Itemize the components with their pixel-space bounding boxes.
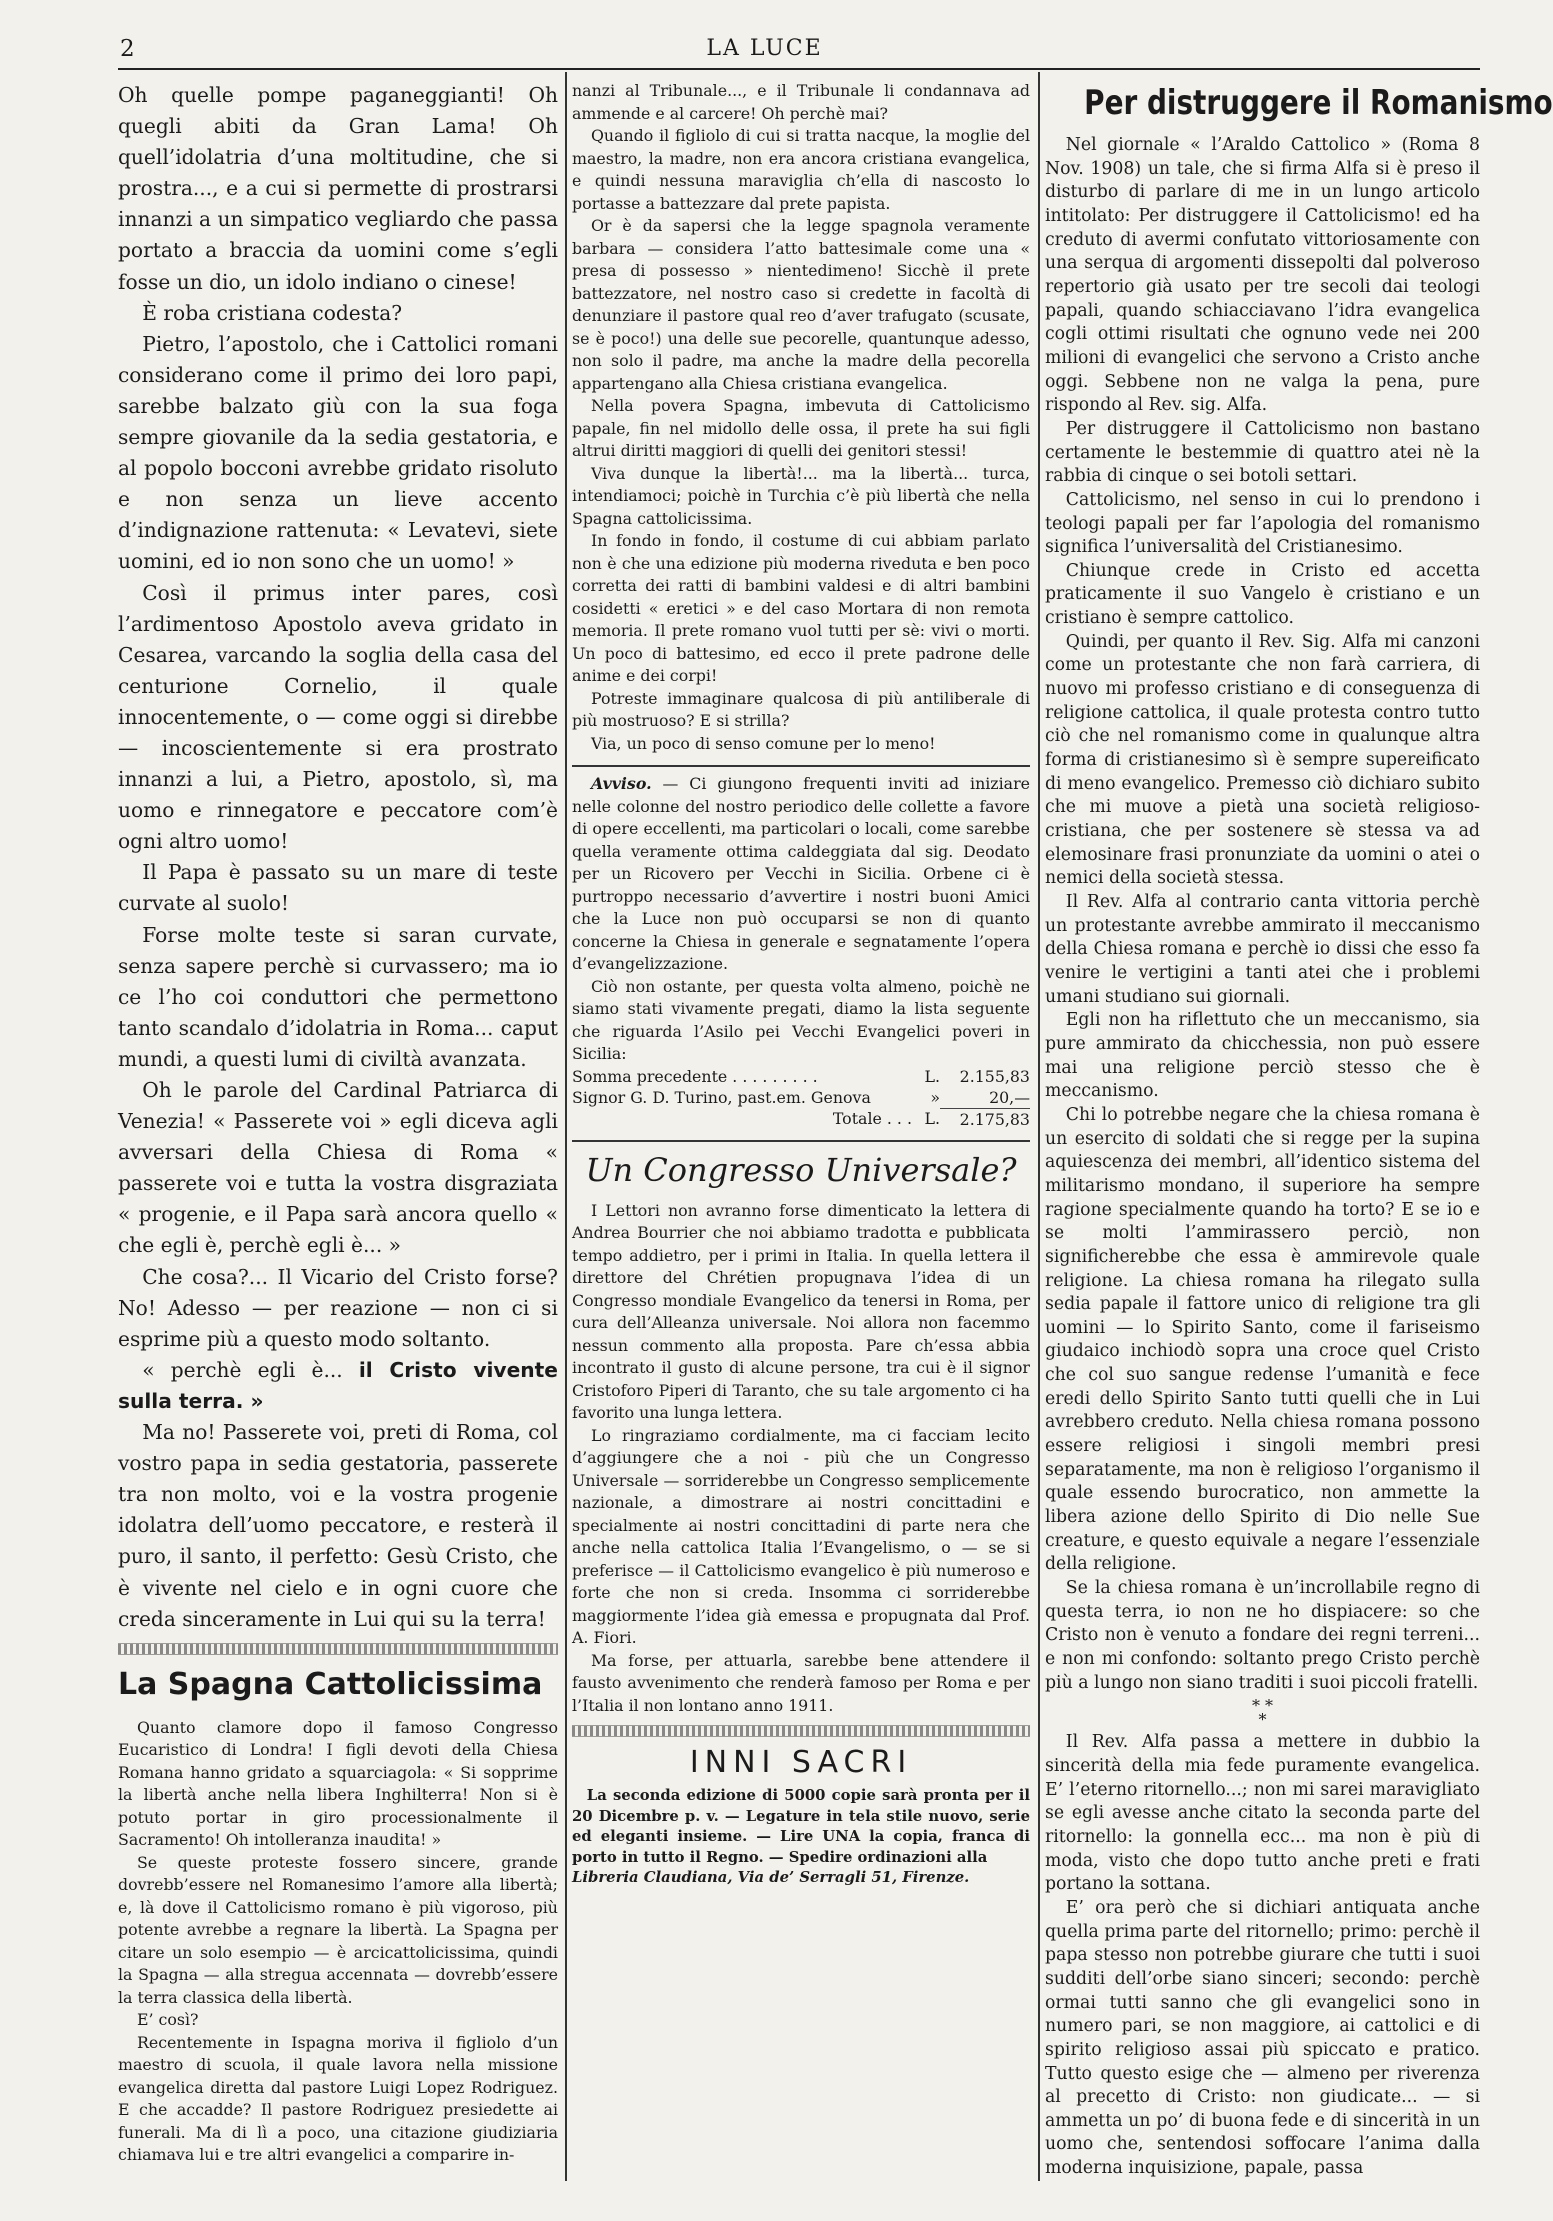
paragraph: Oh le parole del Cardinal Patriarca di Venezia! « Passerete voi » egli diceva agli avversari della Chiesa di Roma « passerete voi e tutta la vostra disgraziata « progenie, e il Papa sarà ancora quello « che egli è, perchè egli è... » xyxy=(118,1078,558,1258)
total-label: Totale . . . xyxy=(832,1109,912,1129)
paragraph: Se la chiesa romana è un’incrollabile regno di questa terra, io non ne ho dispiacere: so che Cristo non è venuto a fondare dei regni terreni... e non mi confondo: soltanto prego Cristo perchè più a lungo non siano traditi i suoi piccoli fratelli. xyxy=(1045,1578,1480,1693)
table-row xyxy=(572,1087,1030,1109)
paragraph: Lo ringraziamo cordialmente, ma ci facciam lecito d’aggiungere che a noi - più che un Congresso Universale — sorriderebbe un Congresso semplicemente nazionale, a dimostrare ai nostri concittadini e specialmente ai nostri concittadini di parte nera che anche nella cattolica Italia l’Evangelismo, o — se si preferisce — il Cattolicismo evangelico è più numeroso e forte che non si creda. Insomma ci sorriderebbe maggiormente l’idea già emessa e propugnata dal Prof. A. Fiori. xyxy=(572,1425,1030,1647)
row-value: 2.155,83 xyxy=(959,1066,1030,1086)
paragraph: La seconda edizione di 5000 copie sarà pronta per il 20 Dicembre p. v. — Legature in tela stile nuovo, serie ed eleganti insieme. — Lire UNA la copia, franca di porto in tutto il Regno. — Spedire ordinazioni alla xyxy=(572,1787,1030,1866)
row-value: 20,— xyxy=(989,1087,1030,1107)
section-divider xyxy=(572,1140,1030,1142)
paragraph: Se queste proteste fossero sincere, grande dovrebb’essere nel Romanesimo l’amore alla libertà; e, là dove il Cattolicismo romano è più vigoroso, più potente avrebbe a regnare la libertà. La Spagna per citare un solo esempio — è arcicattolicissima, quindi la Spagna — alla stregua accennata — dovrebb’essere la terra classica della libertà. xyxy=(118,1852,558,2007)
article-congresso xyxy=(572,1200,1030,1718)
paragraph: Forse molte teste si saran curvate, senza sapere perchè si curvassero; ma io ce l’ho coi conduttori che permettono tanto scandalo d’idolatria in Roma... caput mundi, a questi lumi di civiltà avanzata. xyxy=(118,922,558,1071)
paragraph: Via, un poco di senso comune per lo meno! xyxy=(590,733,936,753)
avviso-label: Avviso. xyxy=(590,774,652,793)
paragraph: Il Rev. Alfa al contrario canta vittoria perchè un protestante avrebbe ammirato il meccanismo della Chiesa romana e perchè io dissi che esso fa venire le vertigini a tanti atei che i problemi umani studiano sui giornali. xyxy=(1045,892,1480,1007)
article-title-congresso: Un Congresso Universale? xyxy=(585,1150,1017,1189)
paragraph: Ma forse, per attuarla, sarebbe bene attendere il fausto avvenimento che renderà famoso per Roma e per l’Italia il non lontano anno 1911. xyxy=(572,1650,1030,1715)
column-divider-1 xyxy=(565,72,567,2181)
total-currency: L. xyxy=(924,1109,940,1129)
column-divider-2 xyxy=(1038,72,1040,2181)
paragraph: Per distruggere il Cattolicismo non bastano certamente le bestemmie di quattro atei nè la rabbia di cinque o sei botoli settari. xyxy=(1045,418,1480,487)
paragraph: E’ ora però che si dichiari antiquata anche quella prima parte del ritornello; primo: perchè il papa stesso non potrebbe giurare che tutti i suoi sudditi dell’orbe siano sinceri; secondo: perchè ormai tutti sanno che gli evangelici sono in numero pari, se non maggiore, ai cattolici e di spirito religioso assai più spiccato e pratico. Tutto questo esige che — almeno per riverenza al precetto di Cristo: non giudicate... — si ammetta un po’ di buona fede e di sincerità in un uomo che, sentendosi soffocare l’anima dalla moderna inquisizione, papale, passa xyxy=(1045,1897,1480,2179)
inni-sacri-title: INNI SACRI xyxy=(689,1745,913,1780)
paragraph: I Lettori non avranno forse dimenticato la lettera di Andrea Bourrier che noi abbiamo tradotta e pubblicata tempo addietro, per i primi in Italia. In quella lettera il direttore del Chrétien propugnava l’idea di un Congresso mondiale Evangelico da tenersi in Roma, per cura dell’Alleanza universale. Noi allora non facemmo nessun commento alla proposta. Pare ch’essa abbia incontrato il gusto di alcune persone, tra cui è il signor Cristoforo Piperi di Taranto, che su tale argomento ci ha favorito una lunga lettera. xyxy=(572,1200,1030,1422)
row-currency: L. xyxy=(924,1066,940,1086)
header-rule xyxy=(118,68,1480,70)
total-value: 2.175,83 xyxy=(940,1108,1030,1130)
row-label: Somma precedente . . . . . . . . . xyxy=(572,1066,818,1086)
section-divider xyxy=(118,1643,558,1655)
paragraph: Nella povera Spagna, imbevuta di Cattolicismo papale, fin nel midollo delle ossa, il prete ha sui figli altrui diritti maggiori di quelli dei genitori stessi! xyxy=(572,396,1030,460)
paragraph: Quanto clamore dopo il famoso Congresso Eucaristico di Londra! I figli devoti della Chiesa Romana hanno gridato a squarciagola: « Si sopprime la libertà anche nella libera Inghilterra! Non si è potuto portar in giro processionalmente il Sacramento! Oh intolleranza inaudita! » xyxy=(118,1717,558,1850)
masthead: LA LUCE xyxy=(706,36,823,61)
section-asterism: * * * xyxy=(1251,1696,1274,1730)
article-idolatria xyxy=(118,80,558,1635)
article-romanismo xyxy=(1045,134,1480,2181)
page-number: 2 xyxy=(120,36,135,62)
publisher-address: Libreria Claudiana, Via de’ Serragli 51, Firenze. xyxy=(572,1869,970,1886)
avviso-notice xyxy=(572,773,1030,1130)
paragraph: Così il primus inter pares, così l’ardimentoso Apostolo aveva gridato in Cesarea, varcando la soglia della casa del centurione Cornelio, il quale innocentemente, o — come oggi si direbbe — incoscientemente si era prostrato innanzi a lui, a Pietro, apostolo, sì, ma uomo e rinnegatore e peccatore com’è ogni altro uomo! xyxy=(118,580,558,854)
quote-lead: « perchè egli è... xyxy=(142,1357,343,1382)
paragraph: È roba cristiana codesta? xyxy=(142,300,403,325)
paragraph: Il Rev. Alfa passa a mettere in dubbio la sincerità della mia fede puramente evangelica. E’ l’eterno ritornello...; non mi sarei maravigliato se egli avesse anche citato la seconda parte del ritornello: la gonnella ecc... ma non è più di moda, visto che dopo tutto anche preti e frati portano la sottana. xyxy=(1045,1732,1480,1895)
paragraph: Oh quelle pompe paganeggianti! Oh quegli abiti da Gran Lama! Oh quell’idolatria d’una moltitudine, che si prostra..., e a cui si permette di prostrarsi innanzi a un simpatico vegliardo che passa portato a braccia da uomini come s’egli fosse un dio, un idolo indiano o cinese! xyxy=(118,83,558,294)
column-2 xyxy=(572,80,1030,2181)
article-title-spagna: La Spagna Cattolicissima xyxy=(118,1666,543,1702)
paragraph: Che cosa?... Il Vicario del Cristo forse? No! Adesso — per reazione — non ci si esprime più a questo modo soltanto. xyxy=(118,1264,558,1351)
paragraph: Quando il figliolo di cui si tratta nacque, la moglie del maestro, la madre, non era ancora cristiana evangelica, e quindi nessuna maraviglia ch’ella di nascosto lo portasse a battezzare dal prete papista. xyxy=(572,126,1030,213)
paragraph: Quindi, per quanto il Rev. Sig. Alfa mi canzoni come un protestante che non farà carriera, di nuovo mi professo cristiano e di conseguenza di religione cattolica, il quale protesta contro tutto ciò che nel romanismo come in qualunque altra forma di cristianesimo sì è sempre supereificato di meno evangelico. Premesso ciò dichiaro subito che mi muove a pietà una società religioso-cristiana, che per sostenere sè stessa va ad elemosinare frasi pronunziate da uomini o atei o nemici della società stessa. xyxy=(1045,631,1480,889)
paragraph: Nel giornale « l’Araldo Cattolico » (Roma 8 Nov. 1908) un tale, che si firma Alfa si è preso il disturbo di parlare di me in un lungo articolo intitolato: Per distruggere il Cattolicismo! ed ha creduto di avermi confutato vittoriosamente con una serqua di argomenti dissepolti dal polveroso repertorio già usato per tre secoli dai teologi papali, quando schiacciavano l’idra evangelica cogli ottimi risultati che ognuno vede nei 200 milioni di evangelici che servono a Cristo anche oggi. Sebbene non ne valga la pena, pure rispondo al Rev. sig. Alfa. xyxy=(1045,135,1480,416)
paragraph xyxy=(572,773,1030,976)
donation-table xyxy=(572,1066,1030,1130)
column-3 xyxy=(1045,80,1553,2181)
article-spagna xyxy=(118,1717,558,2167)
avviso-text: — Ci giungono frequenti inviti ad iniziare nelle colonne del nostro periodico delle collette a favore di opere eccellenti, ma particolari o locali, come sarebbe quella veramente ottima caldeggiata dal sig. Deodato per un Ricovero per Vecchi in Sicilia. Orbene ci è purtroppo necessario d’avvertire i nostri buoni Amici che la Luce non può occuparsi se non di quanto concerne la Chiesa in generale e segnatamente l’opera d’evangelizzazione. xyxy=(572,774,1030,973)
article-title-romanismo: Per distruggere il Romanismo xyxy=(1084,83,1553,123)
row-label: Signor G. D. Turino, past.em. Genova xyxy=(572,1087,871,1107)
section-divider xyxy=(572,765,1030,767)
paragraph: nanzi al Tribunale..., e il Tribunale li condannava ad ammende e al carcere! Oh perchè mai? xyxy=(572,81,1030,123)
paragraph: Chiunque crede in Cristo ed accetta praticamente il suo Vangelo è cristiano e un cristiano è sempre cattolico. xyxy=(1045,560,1480,629)
table-row xyxy=(572,1066,1030,1087)
paragraph: E’ così? xyxy=(136,2010,199,2030)
paragraph: Or è da sapersi che la legge spagnola veramente barbara — considera l’atto battesimale come una « presa di possesso » nientedimeno! Sicchè il prete battezzatore, nel nostro caso si credette in facoltà di denunziare il pastore qual reo d’aver trafugato (scusate, se è poco!) una delle sue pecorelle, quantunque adesso, non solo il padre, ma anche la madre della pecorella appartengano alla Chiesa cristiana evangelica. xyxy=(572,216,1030,393)
paragraph: Ciò non ostante, per questa volta almeno, poichè ne siamo stati vivamente pregati, diamo la lista seguente che riguarda l’Asilo pei Vecchi Evangelici poveri in Sicilia: xyxy=(572,976,1030,1063)
paragraph: Viva dunque la libertà!... ma la libertà... turca, intendiamoci; poichè in Turchia c’è più libertà che nella Spagna cattolicissima. xyxy=(572,463,1030,528)
article-spagna-continued xyxy=(572,80,1030,755)
bold-quote: il Cristo vivente sulla terra. » xyxy=(118,1357,558,1413)
section-divider xyxy=(572,1725,1030,1737)
inni-sacri-notice xyxy=(572,1786,1030,1889)
row-currency: » xyxy=(930,1087,940,1107)
paragraph: Il Papa è passato su un mare di teste curvate al suolo! xyxy=(118,860,558,916)
paragraph: Cattolicismo, nel senso in cui lo prendono i teologi papali per far l’apologia del romanismo significa l’universalità del Cristianesimo. xyxy=(1045,489,1480,558)
paragraph: Pietro, l’apostolo, che i Cattolici romani considerano come il primo dei loro papi, sarebbe balzato giù con la sua foga sempre giovanile da la sedia gestatoria, e al popolo bocconi avrebbe gridato risoluto e non senza un lieve accento d’indignazione rattenuta: « Levatevi, siete uomini, ed io non sono che un uomo! » xyxy=(118,331,558,574)
table-total-row xyxy=(572,1108,1030,1130)
paragraph: Egli non ha riflettuto che un meccanismo, sia pure ammirato da chicchessia, non può essere mai una religione perciò stesso che è meccanismo. xyxy=(1045,1010,1480,1102)
column-1 xyxy=(118,80,558,2181)
paragraph: Recentemente in Ispagna moriva il figliolo d’un maestro di scuola, il quale lavora nella missione evangelica diretta dal pastore Luigi Lopez Rodriguez. E che accadde? Il pastore Rodriguez presiedette ai funerali. Ma di lì a poco, una citazione giudiziaria chiamava lui e tre altri evangelici a comparire in- xyxy=(118,2032,558,2165)
paragraph xyxy=(118,1355,558,1417)
paragraph: Chi lo potrebbe negare che la chiesa romana è un esercito di soldati che si regge per la supina aquiescenza dei membri, all’identico sistema del militarismo mondano, il superiore ha sempre ragione specialmente quando ha torto? E se io e se molti l’ammirassero perciò, non significherebbe che essa è ammirevole quale religione. La chiesa romana ha rilegato sulla sedia papale il fattore unico di religione tra gli uomini — lo Spirito Santo, come il fariseismo giudaico inchiodò sopra una croce quel Cristo che col suo sangue redense l’umanità e fece eredi dello Spirito Santo tutti quelli che in Lui avrebbero creduto. Nella chiesa romana possono essere religiosi i singoli membri presi separatamente, ma non è religioso l’organismo il quale essendo burocratico, non ammette la libera azione dello Spirito di Dio nelle Sue creature, e questo equivale a negare l’essenziale della religione. xyxy=(1045,1104,1480,1575)
paragraph xyxy=(572,1868,1030,1889)
paragraph: Potreste immaginare qualcosa di più antiliberale di più mostruoso? E si strilla? xyxy=(572,688,1030,730)
paragraph: In fondo in fondo, il costume di cui abbiam parlato non è che una edizione più moderna riveduta e ben poco corretta dei ratti di bambini valdesi e di altri bambini cosidetti « eretici » e del caso Mortara di non remota memoria. Il prete romano vuol tutti per sè: vivi o morti. Un poco di battesimo, ed ecco il prete padrone delle anime e dei corpi! xyxy=(572,531,1030,685)
paragraph: Ma no! Passerete voi, preti di Roma, col vostro papa in sedia gestatoria, passerete tra non molto, voi e la vostra progenie idolatra dell’uomo peccatore, e resterà il puro, il santo, il perfetto: Gesù Cristo, che è vivente nel cielo e in ogni cuore che creda sinceramente in Lui qui su la terra! xyxy=(118,1420,558,1631)
